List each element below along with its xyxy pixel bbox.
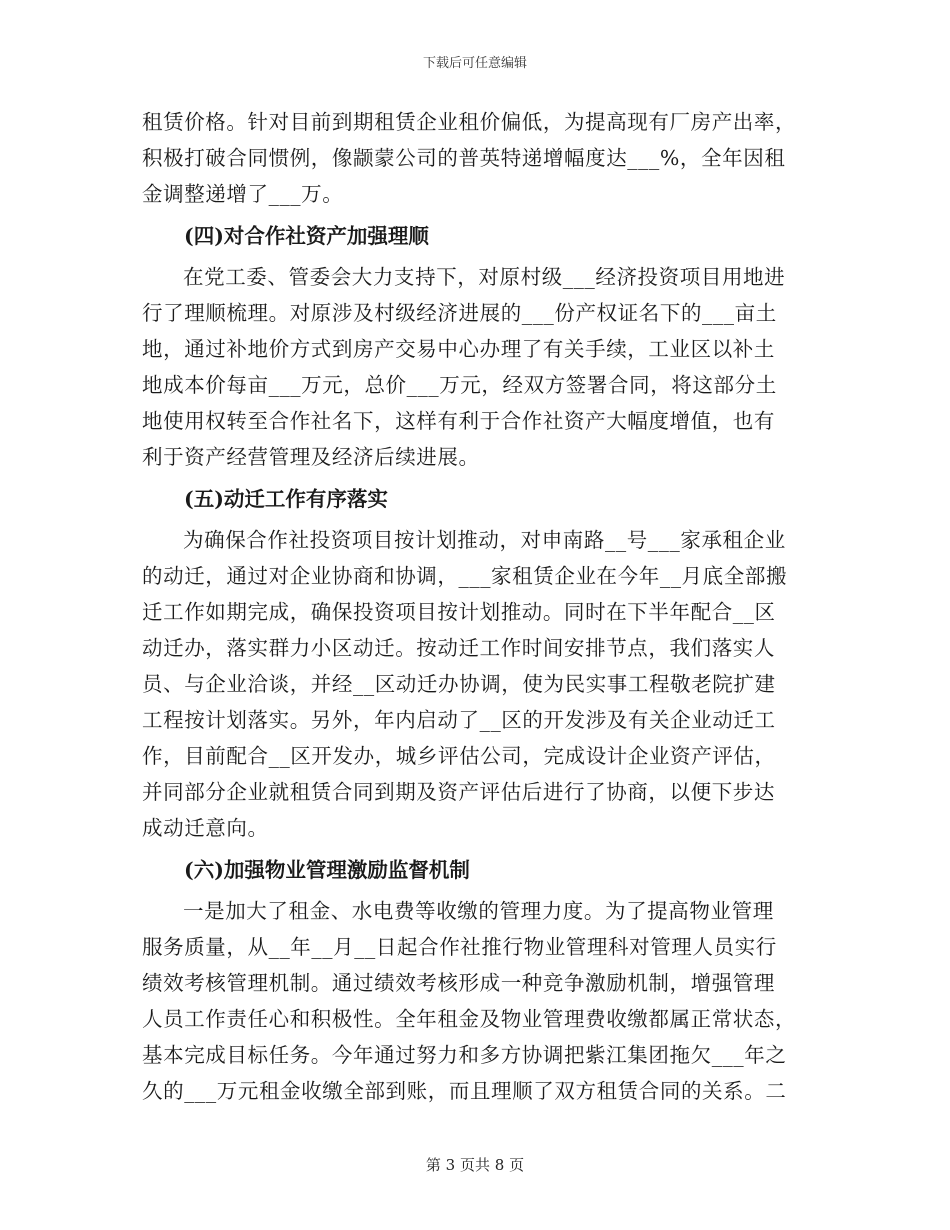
text-line: 地使用权转至合作社名下，这样有利于合作社资产大幅度增值，也有 (142, 409, 775, 433)
text-line: 一是加大了租金、水电费等收缴的管理力度。为了提高物业管理 (183, 899, 774, 923)
text-line: 行了理顺梳理。对原涉及村级经济进展的___份产权证名下的___亩土 (142, 301, 777, 325)
paragraph (142, 893, 808, 1109)
text-line: 成动迁意向。 (142, 816, 269, 840)
text-line: 利于资产经营管理及经济后续进展。 (142, 445, 480, 469)
text-line: 地，通过补地价方式到房产交易中心办理了有关手续，工业区以补土 (142, 337, 775, 361)
paragraph (142, 522, 808, 846)
document-body (142, 104, 808, 1109)
section-heading: (六)加强物业管理激励监督机制 (184, 858, 470, 882)
text-line: 并同部分企业就租赁合同到期及资产评估后进行了协商，以便下步达 (142, 780, 775, 804)
section-heading: (四)对合作社资产加强理顺 (184, 224, 429, 248)
text-line: 的动迁，通过对企业协商和协调，___家租赁企业在今年__月底全部搬 (142, 564, 788, 588)
text-line: 久的___万元租金收缴全部到账，而且理顺了双方租赁合同的关系。二 (142, 1079, 787, 1103)
page-number: 第 3 页共 8 页 (425, 1156, 525, 1174)
text-line: 工程按计划落实。另外，年内启动了__区的开发涉及有关企业动迁工 (142, 708, 776, 732)
text-line: 员、与企业洽谈，并经__区动迁办协调，使为民实事工程敬老院扩建 (142, 672, 776, 696)
text-line: 在党工委、管委会大力支持下，对原村级___经济投资项目用地进 (183, 265, 786, 289)
text-line: 迁工作如期完成，确保投资项目按计划推动。同时在下半年配合__区 (142, 600, 776, 624)
text-line: 绩效考核管理机制。通过绩效考核形成一种竞争激励机制，增强管理 (142, 971, 775, 995)
paragraph (142, 104, 808, 212)
text-line: 动迁办，落实群力小区动迁。按动迁工作时间安排节点，我们落实人 (142, 636, 775, 660)
text-line: 作，目前配合__区开发办，城乡评估公司，完成设计企业资产评估， (142, 744, 776, 768)
text-line: 地成本价每亩___万元，总价___万元，经双方签署合同，将这部分土 (142, 373, 777, 397)
text-line: 基本完成目标任务。今年通过努力和多方协调把紫江集团拖欠___年之 (142, 1043, 787, 1067)
text-line: 积极打破合同惯例，像颛蒙公司的普英特递增幅度达___%，全年因租 (142, 146, 786, 170)
text-line: 人员工作责任心和积极性。全年租金及物业管理费收缴都属正常状态， (142, 1007, 797, 1031)
section-heading: (五)动迁工作有序落实 (184, 487, 388, 511)
page-header: 下载后可任意编辑 (422, 56, 527, 71)
paragraph (142, 259, 808, 475)
text-line: 金调整递增了___万。 (142, 182, 344, 206)
text-line: 租赁价格。针对目前到期租赁企业租价偏低，为提高现有厂房产出率， (142, 110, 797, 134)
text-line: 为确保合作社投资项目按计划推动，对申南路__号___家承租企业 (183, 528, 786, 552)
text-line: 服务质量，从__年__月__日起合作社推行物业管理科对管理人员实行 (142, 935, 777, 959)
